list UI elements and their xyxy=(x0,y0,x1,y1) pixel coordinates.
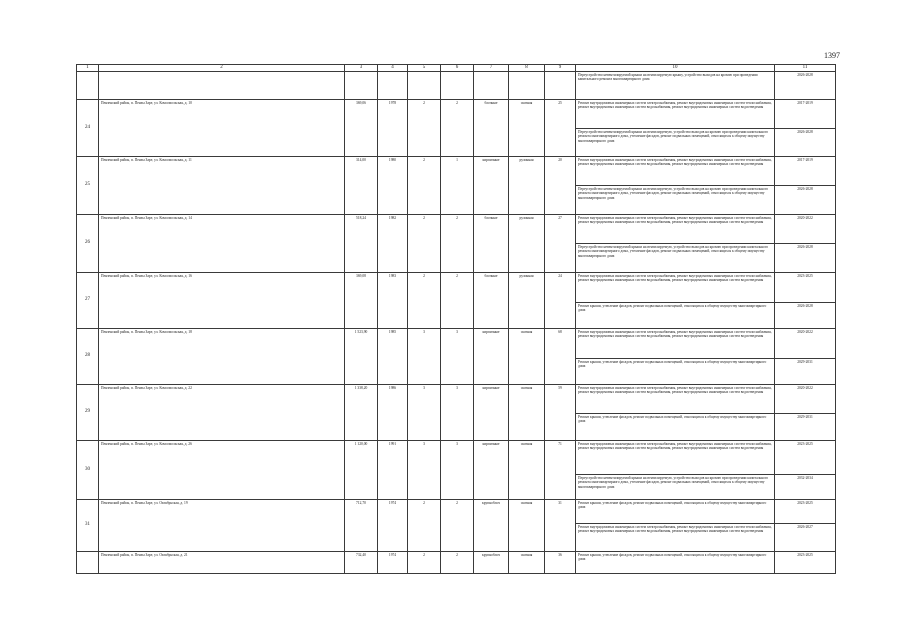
area-cell: 369,06 xyxy=(345,100,378,157)
floors-cell: 2 xyxy=(408,100,441,157)
entrances-cell: 1 xyxy=(441,157,474,215)
work-period: 2029-2031 xyxy=(775,359,836,385)
table-row xyxy=(77,72,836,100)
column-number: 2 xyxy=(99,65,345,72)
address-cell: Пензенский район, п. Пензы Заре, ул. Комсомольская, д. 26 xyxy=(99,441,345,500)
work-period: 2020-2022 xyxy=(775,329,836,359)
work-period: 2023-2025 xyxy=(775,273,836,303)
work-period: 2026-2028 xyxy=(775,303,836,329)
work-period: 2026-2028 xyxy=(775,72,836,100)
column-number: 8 xyxy=(509,65,545,72)
inhabitants-cell: 24 xyxy=(545,273,576,329)
area-cell: 314,00 xyxy=(345,157,378,215)
row-number: 27 xyxy=(77,273,99,329)
empty-cell xyxy=(345,72,378,100)
entrances-cell: 3 xyxy=(441,329,474,385)
work-description: Ремонт внутридомовых инженерных систем электроснабжения, ремонт внутридомовых инженерных систем теплоснабжения, ремонт внутридомовых инженерных систем водоснабжения, ремонт внутридомовых инженерных систем водоотведения xyxy=(576,385,775,414)
year-cell: 1985 xyxy=(378,329,408,385)
work-description: Переустройство невентилируемой крыши на вентилируемую крышу, устройство выходов на кровлю при проведении капитального ремонта многоквартирного дома xyxy=(576,72,775,100)
walls-cell: блочные xyxy=(474,215,509,273)
area-cell: 712,70 xyxy=(345,500,378,552)
inhabitants-cell: 68 xyxy=(545,329,576,385)
inhabitants-cell: 20 xyxy=(545,157,576,215)
table-row xyxy=(77,157,836,186)
work-description: Переустройство невентилируемой крыши на вентилируемую, устройство выходов на кровлю при проведении капитального ремонта многоквартирного дома, утепление фасадов, ремонт подвальных помещений, относящихся к общему имуществу многоквартирного дома xyxy=(576,129,775,157)
row-number xyxy=(77,552,99,574)
table-row xyxy=(77,329,836,359)
work-description: Ремонт внутридомовых инженерных систем электроснабжения, ремонт внутридомовых инженерных систем теплоснабжения, ремонт внутридомовых инженерных систем водоснабжения, ремонт внутридомовых инженерных систем водоотведения xyxy=(576,524,775,552)
floors-cell: 2 xyxy=(408,157,441,215)
entrances-cell: 2 xyxy=(441,100,474,157)
table-row xyxy=(77,215,836,244)
entrances-cell: 2 xyxy=(441,215,474,273)
address-cell: Пензенский район, п. Пензы Заре, ул. Комсомольская, д. 14 xyxy=(99,215,345,273)
year-cell: 1974 xyxy=(378,500,408,552)
entrances-cell: 3 xyxy=(441,441,474,500)
walls-cell: кирпичные xyxy=(474,441,509,500)
work-period: 2026-2028 xyxy=(775,129,836,157)
inhabitants-cell: 25 xyxy=(545,100,576,157)
address-cell: Пензенский район, п. Пензы Заре, ул. Комсомольская, д. 22 xyxy=(99,385,345,441)
year-cell: 1974 xyxy=(378,552,408,574)
area-cell: 732,40 xyxy=(345,552,378,574)
walls-cell: кирпичные xyxy=(474,385,509,441)
work-description: Переустройство невентилируемой крыши на вентилируемую, устройство выходов на кровлю при проведении капитального ремонта многоквартирного дома, утепление фасадов, ремонт подвальных помещений, относящихся к общему имуществу многоквартирного дома xyxy=(576,475,775,500)
entrances-cell: 3 xyxy=(441,385,474,441)
inhabitants-cell: 27 xyxy=(545,215,576,273)
row-number: 31 xyxy=(77,500,99,552)
empty-cell xyxy=(441,72,474,100)
work-description: Переустройство невентилируемой крыши на вентилируемую, устройство выходов на кровлю при проведении капитального ремонта многоквартирного дома, утепление фасадов, ремонт подвальных помещений, относящихся к общему имуществу многоквартирного дома xyxy=(576,244,775,273)
empty-cell xyxy=(77,72,99,100)
work-period: 2032-2034 xyxy=(775,475,836,500)
work-description: Ремонт внутридомовых инженерных систем электроснабжения, ремонт внутридомовых инженерных систем теплоснабжения, ремонт внутридомовых инженерных систем водоснабжения, ремонт внутридомовых инженерных систем водоотведения xyxy=(576,215,775,244)
area-cell: 1 338,20 xyxy=(345,385,378,441)
year-cell: 1991 xyxy=(378,441,408,500)
floors-cell: 2 xyxy=(408,215,441,273)
column-number: 1 xyxy=(77,65,99,72)
year-cell: 1978 xyxy=(378,100,408,157)
registry-table xyxy=(76,64,836,574)
floors-cell: 2 xyxy=(408,500,441,552)
work-period: 2017-2019 xyxy=(775,157,836,186)
year-cell: 1986 xyxy=(378,385,408,441)
work-period: 2023-2025 xyxy=(775,441,836,475)
table-row xyxy=(77,500,836,524)
row-number: 24 xyxy=(77,100,99,157)
roof-cell: скатная xyxy=(509,552,545,574)
area-cell: 369,08 xyxy=(345,273,378,329)
work-description: Ремонт крыши, утепление фасадов, ремонт подвальных помещений, относящихся к общему имуществу многоквартирного дома xyxy=(576,500,775,524)
work-period: 2026-2027 xyxy=(775,524,836,552)
area-cell: 518,24 xyxy=(345,215,378,273)
walls-cell: блочные xyxy=(474,273,509,329)
floors-cell: 3 xyxy=(408,329,441,385)
work-description: Ремонт крыши, утепление фасадов, ремонт подвальных помещений, относящихся к общему имуществу многоквартирного дома xyxy=(576,552,775,574)
address-cell: Пензенский район, п. Пензы Заре, ул. Комсомольская, д. 16 xyxy=(99,273,345,329)
floors-cell: 2 xyxy=(408,273,441,329)
work-description: Ремонт внутридомовых инженерных систем электроснабжения, ремонт внутридомовых инженерных систем теплоснабжения, ремонт внутридомовых инженерных систем водоснабжения, ремонт внутридомовых инженерных систем водоотведения xyxy=(576,273,775,303)
year-cell: 1980 xyxy=(378,157,408,215)
row-number: 28 xyxy=(77,329,99,385)
work-period: 2026-2028 xyxy=(775,244,836,273)
column-number: 3 xyxy=(345,65,378,72)
roof-cell: рулонная xyxy=(509,273,545,329)
page-number: 1397 xyxy=(824,51,840,60)
table-row xyxy=(77,552,836,574)
roof-cell: скатная xyxy=(509,100,545,157)
address-cell: Пензенский район, п. Пензы Заре, ул. Октябрьская, д. 19 xyxy=(99,500,345,552)
year-cell: 1983 xyxy=(378,273,408,329)
work-period: 2023-2025 xyxy=(775,552,836,574)
row-number: 26 xyxy=(77,215,99,273)
work-period: 2020-2022 xyxy=(775,215,836,244)
empty-cell xyxy=(99,72,345,100)
roof-cell: скатная xyxy=(509,441,545,500)
address-cell: Пензенский район, п. Пензы Заре, ул. Октябрьская, д. 21 xyxy=(99,552,345,574)
entrances-cell: 2 xyxy=(441,500,474,552)
work-description: Ремонт внутридомовых инженерных систем электроснабжения, ремонт внутридомовых инженерных систем теплоснабжения, ремонт внутридомовых инженерных систем водоснабжения, ремонт внутридомовых инженерных систем водоотведения xyxy=(576,441,775,475)
year-cell: 1982 xyxy=(378,215,408,273)
work-period: 2026-2028 xyxy=(775,186,836,215)
row-number: 29 xyxy=(77,385,99,441)
address-cell: Пензенский район, п. Пензы Заре, ул. Комсомольская, д. 18 xyxy=(99,329,345,385)
table-row xyxy=(77,385,836,414)
inhabitants-cell: 59 xyxy=(545,385,576,441)
walls-cell: блочные xyxy=(474,100,509,157)
inhabitants-cell: 71 xyxy=(545,441,576,500)
row-number: 25 xyxy=(77,157,99,215)
work-description: Ремонт крыши, утепление фасадов, ремонт подвальных помещений, относящихся к общему имуществу многоквартирного дома xyxy=(576,359,775,385)
empty-cell xyxy=(509,72,545,100)
work-period: 2020-2022 xyxy=(775,385,836,414)
row-number: 30 xyxy=(77,441,99,500)
entrances-cell: 2 xyxy=(441,273,474,329)
empty-cell xyxy=(545,72,576,100)
work-description: Ремонт крыши, утепление фасадов, ремонт подвальных помещений, относящихся к общему имуществу многоквартирного дома xyxy=(576,414,775,441)
work-period: 2017-2019 xyxy=(775,100,836,129)
table-row xyxy=(77,441,836,475)
roof-cell: рулонная xyxy=(509,157,545,215)
address-cell: Пензенский район, п. Пензы Заре, ул. Комсомольская, д. 11 xyxy=(99,157,345,215)
walls-cell: крупноблоч xyxy=(474,552,509,574)
area-cell: 1 120,00 xyxy=(345,441,378,500)
work-description: Переустройство невентилируемой крыши на вентилируемую, устройство выходов на кровлю при проведении капитального ремонта многоквартирного дома, утепление фасадов, ремонт подвальных помещений, относящихся к общему имуществу многоквартирного дома xyxy=(576,186,775,215)
empty-cell xyxy=(474,72,509,100)
column-number: 9 xyxy=(545,65,576,72)
column-number: 7 xyxy=(474,65,509,72)
walls-cell: кирпичные xyxy=(474,329,509,385)
column-number: 6 xyxy=(441,65,474,72)
floors-cell: 2 xyxy=(408,552,441,574)
table-row xyxy=(77,273,836,303)
empty-cell xyxy=(378,72,408,100)
header-row xyxy=(77,65,836,72)
work-period: 2029-2031 xyxy=(775,414,836,441)
inhabitants-cell: 36 xyxy=(545,552,576,574)
inhabitants-cell: 31 xyxy=(545,500,576,552)
work-description: Ремонт внутридомовых инженерных систем электроснабжения, ремонт внутридомовых инженерных систем теплоснабжения, ремонт внутридомовых инженерных систем водоснабжения, ремонт внутридомовых инженерных систем водоотведения xyxy=(576,329,775,359)
floors-cell: 3 xyxy=(408,385,441,441)
walls-cell: кирпичные xyxy=(474,157,509,215)
roof-cell: рулонная xyxy=(509,215,545,273)
entrances-cell: 2 xyxy=(441,552,474,574)
address-cell: Пензенский район, п. Пензы Заре, ул. Комсомольская, д. 10 xyxy=(99,100,345,157)
column-number: 10 xyxy=(576,65,775,72)
column-number: 4 xyxy=(378,65,408,72)
roof-cell: скатная xyxy=(509,500,545,552)
column-number: 11 xyxy=(775,65,836,72)
floors-cell: 3 xyxy=(408,441,441,500)
roof-cell: скатная xyxy=(509,329,545,385)
work-description: Ремонт крыши, утепление фасадов, ремонт подвальных помещений, относящихся к общему имуществу многоквартирного дома xyxy=(576,303,775,329)
column-number: 5 xyxy=(408,65,441,72)
work-period: 2023-2025 xyxy=(775,500,836,524)
area-cell: 1 523,90 xyxy=(345,329,378,385)
work-description: Ремонт внутридомовых инженерных систем электроснабжения, ремонт внутридомовых инженерных систем теплоснабжения, ремонт внутридомовых инженерных систем водоснабжения, ремонт внутридомовых инженерных систем водоотведения xyxy=(576,100,775,129)
table-row xyxy=(77,100,836,129)
roof-cell: скатная xyxy=(509,385,545,441)
walls-cell: крупноблоч xyxy=(474,500,509,552)
work-description: Ремонт внутридомовых инженерных систем электроснабжения, ремонт внутридомовых инженерных систем теплоснабжения, ремонт внутридомовых инженерных систем водоснабжения, ремонт внутридомовых инженерных систем водоотведения xyxy=(576,157,775,186)
empty-cell xyxy=(408,72,441,100)
